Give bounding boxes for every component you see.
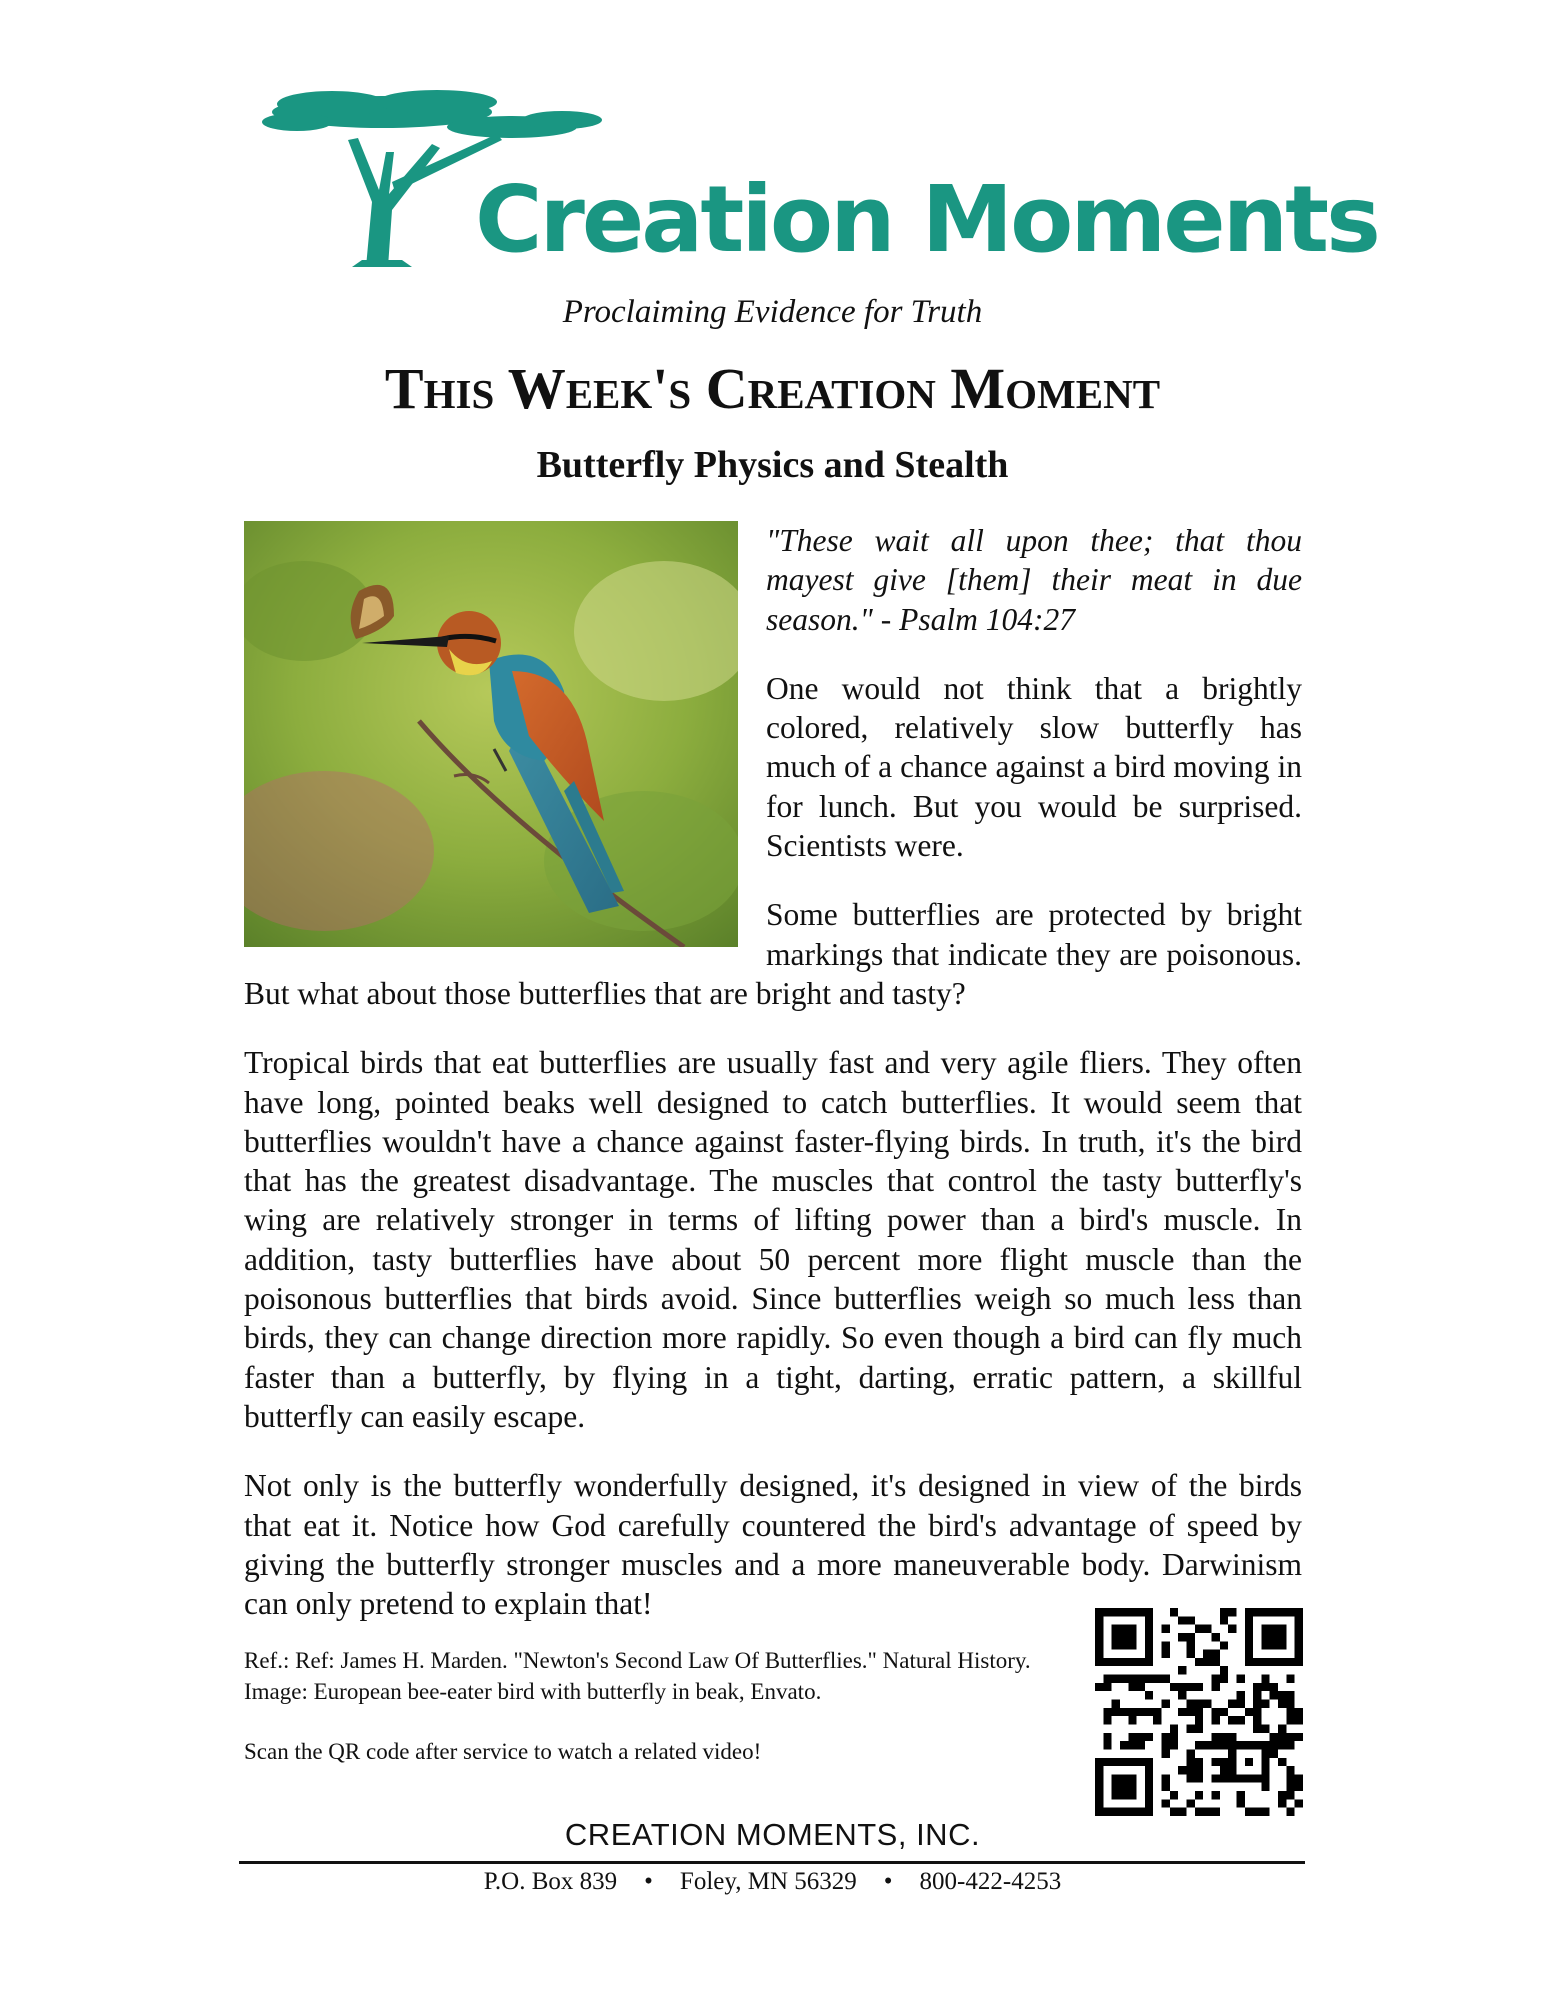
paragraph-4: Not only is the butterfly wonderfully designed, it's designed in view of the birds that eat it. Notice how God carefully countered the bird's advantage of speed by giving the butterfly stronger muscles and a more maneuverable body. Darwinism can only pretend to explain that! [244,1468,1302,1622]
contact-line [0,1868,1545,1896]
paragraph-2: Some butterflies are protected by bright markings that indicate they are poisonous. But what about those butterflies that are bright and tasty? [244,897,1302,1011]
company-name: CREATION MOMENTS, INC. [564,1817,981,1852]
tagline: Proclaiming Evidence for Truth [562,294,983,330]
article-title: Butterfly Physics and Stealth [536,444,1009,486]
qr-code-icon[interactable] [1095,1608,1303,1821]
brand-name: Creation Moments [475,166,1378,273]
page-title: This Week's Creation Moment [384,356,1161,421]
separator-dot: • [644,1868,653,1895]
scan-note: Scan the QR code after service to watch a related video! [244,1739,762,1764]
paragraph-3: Tropical birds that eat butterflies are usually fast and very agile fliers. They often have long, pointed beaks well designed to catch butterflies. It would seem that butterflies wouldn't have a chance against faster-flying birds. In truth, it's the bird that has the greatest disadvantage. The muscles that control the tasty butterfly's wing are relatively stronger in terms of lifting power than a bird's muscle. In addition, tasty butterflies have about 50 percent more flight muscle than the poisonous butterflies that birds avoid. Since butterflies weigh so much less than birds, they can change direction more rapidly. So even though a bird can fly much faster than a butterfly, by flying in a tight, darting, erratic pattern, a skillful butterfly can easily escape. [244,1045,1302,1434]
bible-verse: "These wait all upon thee; that thou mayest give [them] their meat in due season." - Psalm 104:27 [766,523,1302,637]
bee-eater-photo [244,521,738,947]
po-box: P.O. Box 839 [483,1868,618,1895]
paragraph-1: One would not think that a brightly colored, relatively slow butterfly has much of a chance against a bird moving in for lunch. But you would be surprised. Scientists were. [766,670,1302,864]
reference-text: Ref.: Ref: James H. Marden. "Newton's Second Law Of Butterflies." Natural History. Image: European bee-eater bird with butterfly in beak, Envato. [244,1648,1031,1704]
separator-dot: • [883,1868,893,1895]
article-body [244,521,1302,1653]
city-zip: Foley, MN 56329 [679,1868,857,1895]
creation-moments-logo[interactable] [262,82,1378,273]
phone-number[interactable]: 800-422-4253 [919,1868,1062,1895]
divider [239,1861,1305,1864]
references [244,1645,1064,1767]
